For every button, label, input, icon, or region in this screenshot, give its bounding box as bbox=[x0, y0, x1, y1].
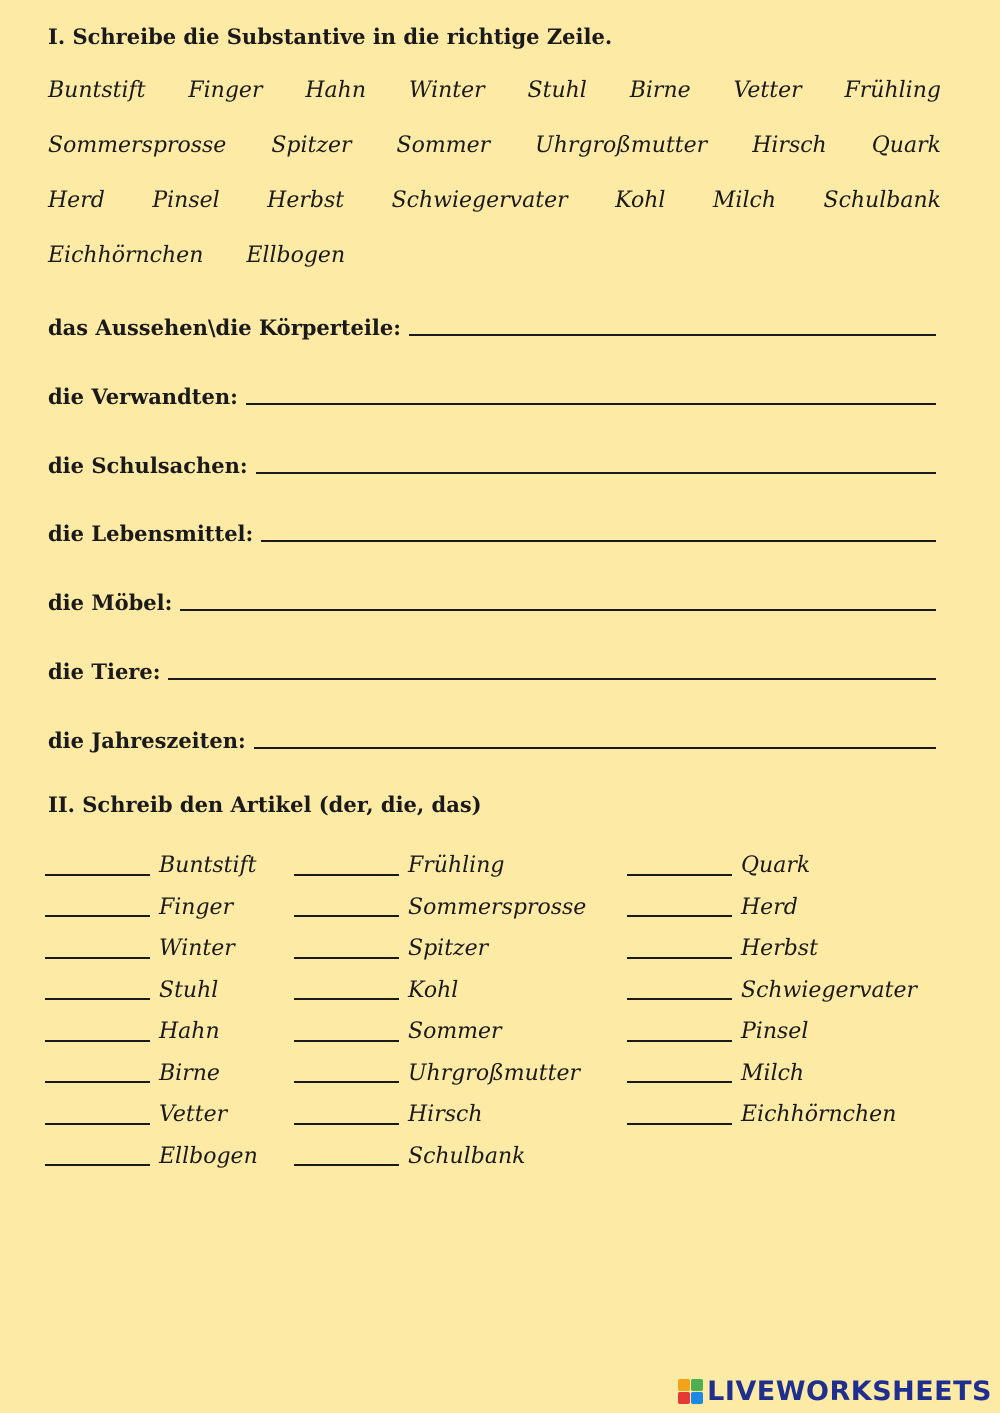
word-bank-item: Hirsch bbox=[752, 133, 827, 158]
word-bank-item: Quark bbox=[871, 133, 941, 158]
article-blank[interactable] bbox=[45, 1040, 150, 1042]
article-column bbox=[627, 845, 917, 1136]
word-bank-item: Sommer bbox=[396, 133, 491, 158]
word-bank-row bbox=[48, 243, 941, 268]
article-blank[interactable] bbox=[45, 915, 150, 917]
article-row bbox=[45, 928, 258, 970]
article-noun: Milch bbox=[741, 1060, 805, 1086]
article-noun: Buntstift bbox=[159, 853, 257, 879]
answer-blank[interactable] bbox=[256, 472, 936, 474]
article-row bbox=[45, 887, 258, 929]
article-row bbox=[45, 845, 258, 887]
category-label: die Möbel: bbox=[48, 590, 173, 616]
category-line bbox=[48, 516, 936, 546]
article-noun: Quark bbox=[741, 853, 811, 879]
liveworksheets-logo bbox=[678, 1376, 992, 1407]
article-noun: Hahn bbox=[159, 1019, 220, 1045]
article-row bbox=[627, 970, 917, 1012]
article-blank[interactable] bbox=[45, 998, 150, 1000]
article-row bbox=[627, 928, 917, 970]
answer-blank[interactable] bbox=[246, 403, 936, 405]
word-bank-item: Herd bbox=[48, 188, 105, 213]
category-label: das Aussehen\die Körperteile: bbox=[48, 315, 401, 340]
logo-square bbox=[691, 1392, 703, 1404]
section1-heading: I. Schreibe die Substantive in die richtige Zeile. bbox=[48, 24, 613, 49]
article-row bbox=[294, 887, 586, 929]
article-row bbox=[627, 887, 917, 929]
article-row bbox=[45, 970, 258, 1012]
answer-blank[interactable] bbox=[409, 334, 936, 336]
article-noun: Eichhörnchen bbox=[741, 1102, 897, 1128]
word-bank-item: Vetter bbox=[733, 78, 802, 103]
article-blank[interactable] bbox=[45, 1081, 150, 1083]
word-bank-row bbox=[48, 78, 941, 103]
article-noun: Ellbogen bbox=[159, 1143, 258, 1169]
article-blank[interactable] bbox=[627, 874, 732, 876]
word-bank-item: Eichhörnchen bbox=[48, 243, 204, 268]
article-noun: Kohl bbox=[408, 977, 459, 1003]
logo-square bbox=[678, 1379, 690, 1391]
category-line bbox=[48, 448, 936, 478]
logo-text: LIVEWORKSHEETS bbox=[707, 1376, 992, 1407]
word-bank-item: Stuhl bbox=[527, 78, 587, 103]
article-blank[interactable] bbox=[627, 1123, 732, 1125]
article-blank[interactable] bbox=[627, 1081, 732, 1083]
category-label: die Verwandten: bbox=[48, 383, 238, 409]
word-bank-row bbox=[48, 188, 941, 213]
article-row bbox=[294, 928, 586, 970]
word-bank-item: Finger bbox=[188, 78, 263, 103]
word-bank-item: Spitzer bbox=[271, 133, 352, 158]
article-row bbox=[627, 1094, 917, 1136]
category-line bbox=[48, 723, 936, 753]
word-bank-row bbox=[48, 133, 941, 158]
word-bank-item: Schwiegervater bbox=[391, 188, 568, 213]
article-noun: Schulbank bbox=[408, 1143, 526, 1169]
article-blank[interactable] bbox=[45, 957, 150, 959]
article-column bbox=[294, 845, 586, 1177]
article-row bbox=[45, 1053, 258, 1095]
article-noun: Schwiegervater bbox=[741, 977, 917, 1003]
article-row bbox=[45, 1094, 258, 1136]
article-blank[interactable] bbox=[294, 1164, 399, 1166]
article-noun: Sommer bbox=[408, 1019, 502, 1045]
word-bank-item: Sommersprosse bbox=[48, 133, 227, 158]
category-label: die Schulsachen: bbox=[48, 452, 248, 478]
category-label: die Tiere: bbox=[48, 659, 161, 684]
article-blank[interactable] bbox=[294, 957, 399, 959]
word-bank-item: Ellbogen bbox=[246, 243, 346, 268]
article-noun: Stuhl bbox=[159, 977, 219, 1003]
article-row bbox=[294, 1053, 586, 1095]
article-row bbox=[45, 1136, 258, 1178]
word-bank-item: Buntstift bbox=[48, 78, 146, 103]
article-row bbox=[294, 970, 586, 1012]
word-bank-item: Schulbank bbox=[823, 188, 941, 213]
answer-blank[interactable] bbox=[254, 747, 936, 749]
category-label: die Jahreszeiten: bbox=[48, 727, 246, 753]
article-blank[interactable] bbox=[294, 1081, 399, 1083]
article-noun: Uhrgroßmutter bbox=[408, 1060, 581, 1086]
article-blank[interactable] bbox=[627, 1040, 732, 1042]
article-blank[interactable] bbox=[627, 957, 732, 959]
word-bank-item: Kohl bbox=[615, 188, 666, 213]
article-noun: Birne bbox=[159, 1060, 220, 1086]
section2-heading: II. Schreib den Artikel (der, die, das) bbox=[48, 792, 482, 817]
answer-blank[interactable] bbox=[168, 678, 936, 680]
word-bank-item: Frühling bbox=[844, 78, 941, 103]
logo-mark-icon bbox=[678, 1379, 703, 1404]
article-row bbox=[294, 1094, 586, 1136]
article-column bbox=[45, 845, 258, 1177]
word-bank-item: Herbst bbox=[267, 188, 345, 213]
article-noun: Spitzer bbox=[408, 936, 489, 962]
article-noun: Vetter bbox=[159, 1102, 228, 1128]
answer-blank[interactable] bbox=[180, 609, 936, 611]
logo-square bbox=[678, 1392, 690, 1404]
article-blank[interactable] bbox=[627, 915, 732, 917]
article-noun: Pinsel bbox=[741, 1019, 809, 1045]
category-label: die Lebensmittel: bbox=[48, 521, 254, 547]
article-blank[interactable] bbox=[294, 1040, 399, 1042]
category-line bbox=[48, 379, 936, 409]
article-row bbox=[294, 845, 586, 887]
word-bank-item: Pinsel bbox=[152, 188, 220, 213]
logo-square bbox=[691, 1379, 703, 1391]
word-bank-item: Uhrgroßmutter bbox=[535, 133, 708, 158]
article-blank[interactable] bbox=[294, 874, 399, 876]
category-line bbox=[48, 654, 936, 684]
article-blank[interactable] bbox=[627, 998, 732, 1000]
article-row bbox=[627, 845, 917, 887]
article-noun: Herbst bbox=[741, 936, 818, 962]
article-row bbox=[627, 1011, 917, 1053]
article-row bbox=[294, 1011, 586, 1053]
word-bank-item: Hahn bbox=[305, 78, 366, 103]
article-blank[interactable] bbox=[294, 998, 399, 1000]
article-row bbox=[627, 1053, 917, 1095]
article-noun: Finger bbox=[159, 894, 234, 920]
category-line bbox=[48, 310, 936, 340]
article-blank[interactable] bbox=[294, 915, 399, 917]
word-bank-item: Birne bbox=[629, 78, 691, 103]
article-noun: Sommersprosse bbox=[408, 894, 587, 920]
category-line bbox=[48, 585, 936, 615]
article-blank[interactable] bbox=[45, 874, 150, 876]
article-noun: Herd bbox=[741, 894, 798, 920]
article-noun: Winter bbox=[159, 936, 235, 962]
word-bank-item: Milch bbox=[712, 188, 776, 213]
article-noun: Hirsch bbox=[408, 1102, 483, 1128]
word-bank-item: Winter bbox=[408, 78, 485, 103]
answer-blank[interactable] bbox=[261, 540, 936, 542]
article-blank[interactable] bbox=[45, 1164, 150, 1166]
article-row bbox=[294, 1136, 586, 1178]
article-noun: Frühling bbox=[408, 853, 505, 879]
article-blank[interactable] bbox=[45, 1123, 150, 1125]
article-blank[interactable] bbox=[294, 1123, 399, 1125]
article-row bbox=[45, 1011, 258, 1053]
